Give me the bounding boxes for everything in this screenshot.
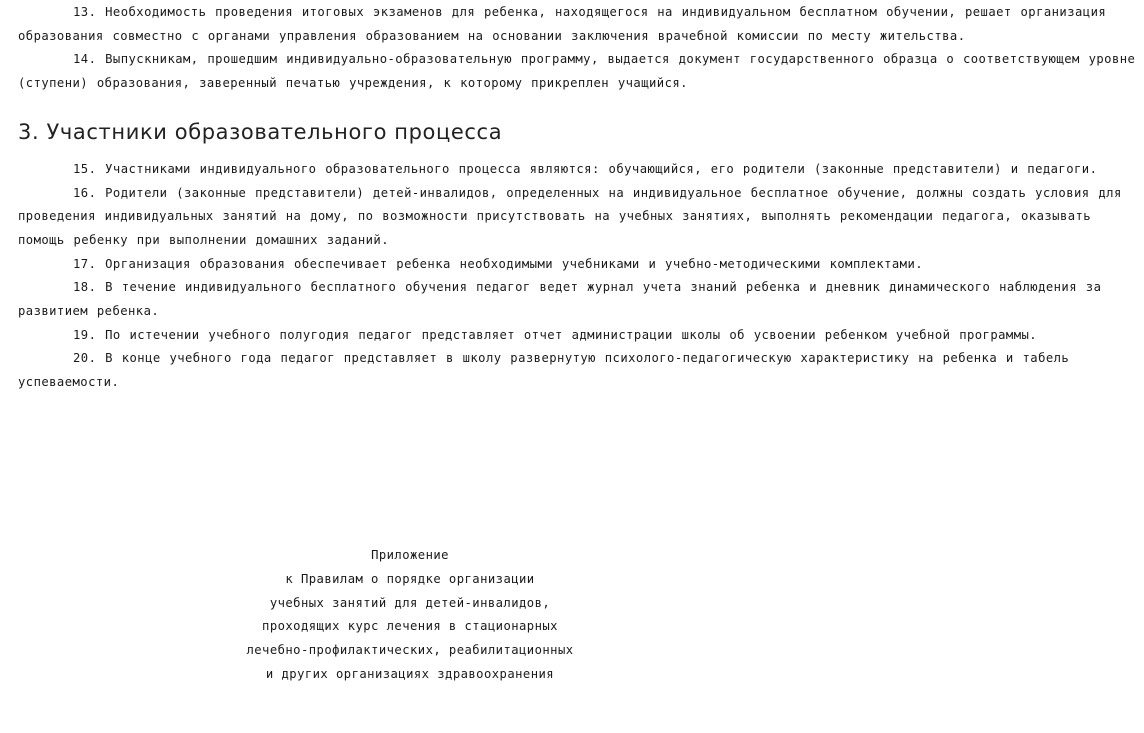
document-body [18, 0, 1136, 395]
appendix-line: проходящих курс лечения в стационарных [262, 619, 558, 634]
paragraph-16: 16. Родители (законные представители) детей-инвалидов, определенных на индивидуальное бесплатное обучение, должны создать условия для проведения индивидуальных занятий на дому, по возможности присутствовать на учебных занятиях, выполнять рекомендации педагога, оказывать помощь ребенку при выполнении домашних заданий. [18, 185, 1122, 247]
appendix-caption [200, 544, 620, 687]
paragraph-18: 18. В течение индивидуального бесплатного обучения педагог ведет журнал учета знаний ребенка и дневник динамического наблюдения за развитием ребенка. [18, 280, 1102, 319]
paragraph-20: 20. В конце учебного года педагог представляет в школу развернутую психолого-педагогическую характеристику на ребенка и табель успеваемости. [18, 351, 1070, 390]
paragraph-17: 17. Организация образования обеспечивает ребенка необходимыми учебниками и учебно-методическими комплектами. [73, 256, 924, 271]
paragraph-14: 14. Выпускникам, прошедшим индивидуально-образовательную программу, выдается документ государственного образца о соответствующем уровне (ступени) образования, заверенный печатью учреждения, к которому прикреплен учащийся. [18, 52, 1136, 91]
appendix-line: учебных занятий для детей-инвалидов, [269, 595, 551, 610]
appendix-line: и других организациях здравоохранения [265, 666, 555, 681]
paragraph-13: 13. Необходимость проведения итоговых экзаменов для ребенка, находящегося на индивидуальном бесплатном обучении, решает организация образования совместно с органами управления образованием на основании заключения врачебной комиссии по месту жительства. [18, 5, 1107, 43]
appendix-title: Приложение [371, 548, 449, 562]
section-3-heading: 3. Участники образовательного процесса [18, 119, 503, 144]
paragraph-19: 19. По истечении учебного полугодия педагог представляет отчет администрации школы об усвоении ребенком учебной программы. [73, 327, 1038, 342]
paragraph-15: 15. Участниками индивидуального образовательного процесса являются: обучающийся, его родители (законные представители) и педагоги. [73, 161, 1098, 176]
appendix-line: к Правилам о порядке организации [285, 571, 535, 586]
appendix-line: лечебно-профилактических, реабилитационных [246, 643, 574, 658]
